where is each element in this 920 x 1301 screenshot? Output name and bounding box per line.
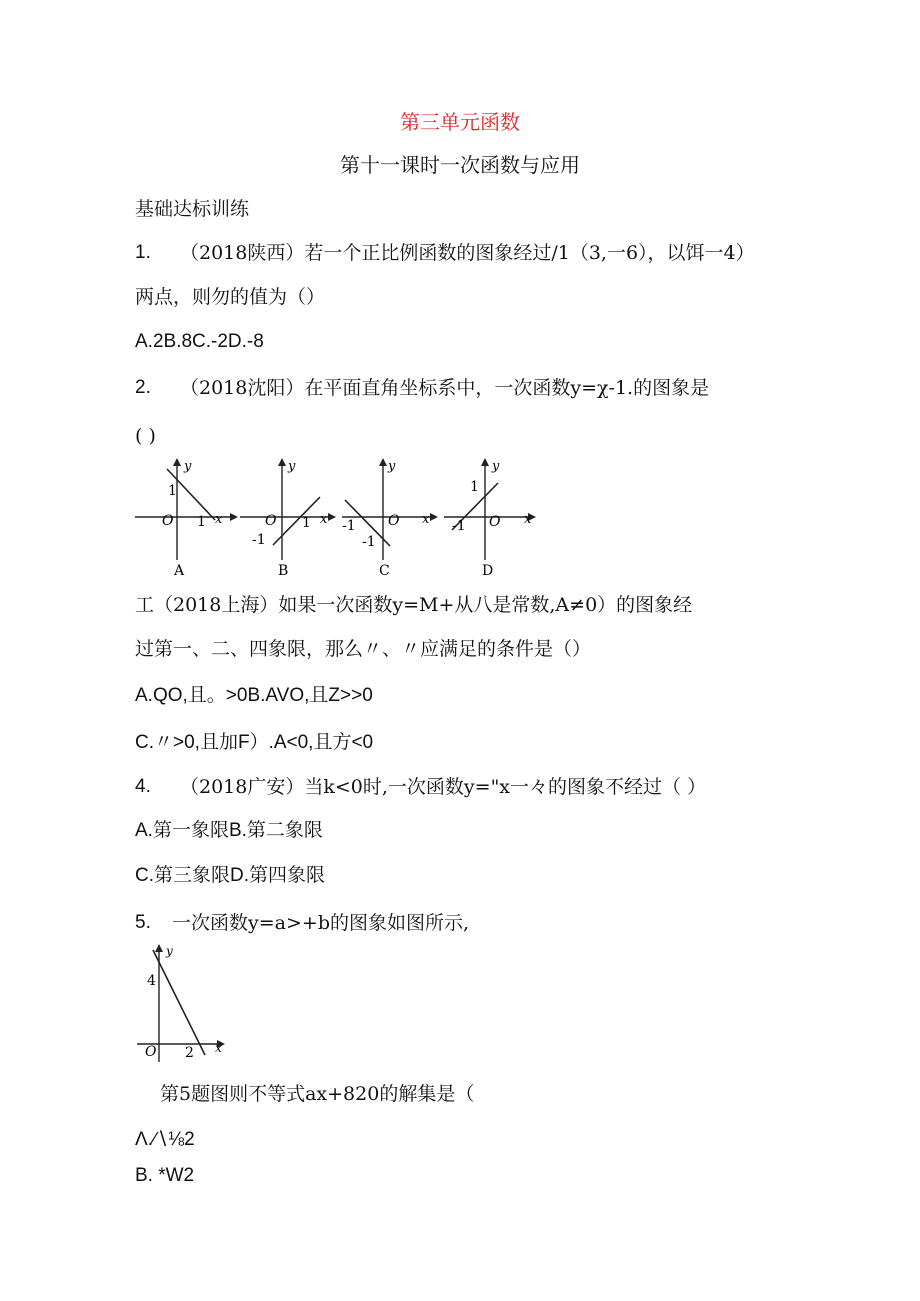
q1-text-line2: 两点，则勿的值为（） [135, 286, 326, 308]
graph-d-x-label: x [524, 512, 532, 527]
graph-a-y-label: y [184, 459, 192, 474]
q2-number: 2. [135, 377, 151, 398]
graph-a-y-tick: 1 [168, 483, 177, 499]
graph-c-label: C [379, 563, 390, 579]
q4-text-line1: （2018广安）当k<0时,一次函数y="x一々的图象不经过（ ） [180, 776, 707, 798]
q5-number: 5. [135, 912, 151, 933]
q3-text-line1: 工（2018上海）如果一次函数y=M+从八是常数,A≠0）的图象经 [135, 594, 693, 616]
graph-b-x-label: x [320, 512, 328, 527]
q2-answer-paren: ( ) [135, 425, 156, 447]
graph-b-x-tick: 1 [302, 515, 311, 531]
q5-option-b: B. *W2 [135, 1165, 195, 1186]
q4-number: 4. [135, 776, 151, 797]
q5-option-a: Λ.∕∖⅛2 [135, 1129, 195, 1150]
graph-a-x-label: x [215, 512, 223, 527]
q5-graph-y-tick: 4 [147, 973, 156, 989]
q4-options-ab: A.第一象限B.第二象限 [135, 820, 323, 841]
graph-d-x-tick: -1 [452, 518, 466, 534]
graph-c-x-tick: -1 [342, 518, 356, 534]
q5-graph [135, 940, 230, 1065]
q5-graph-x-label: x [215, 1041, 222, 1055]
q5-text-line1: 一次函数y=a>+b的图象如图所示, [172, 912, 470, 934]
unit-title: 第三单元函数 [400, 110, 520, 134]
q3-options-ab: A.QO,且。>0B.AVO,且Z>>0 [135, 685, 373, 706]
graph-d-label: D [482, 563, 494, 579]
section-heading: 基础达标训练 [135, 198, 250, 220]
graph-b-label: B [278, 563, 289, 579]
graph-a-label: A [174, 563, 185, 579]
q2-graph-b [240, 458, 336, 579]
graph-b-origin: O [265, 513, 277, 529]
graph-c-y-tick: -1 [362, 534, 376, 550]
graph-c-y-label: y [388, 459, 396, 474]
q2-graph-c [342, 458, 438, 579]
graph-c-origin: O [388, 513, 400, 529]
lesson-title: 第十一课时一次函数与应用 [340, 153, 580, 177]
graph-c-x-label: x [422, 512, 430, 527]
q5-graph-y-label: y [166, 944, 173, 958]
q2-graph-a [135, 458, 238, 579]
q2-graph-d [444, 458, 536, 579]
q1-number: 1. [135, 242, 151, 263]
graph-b-y-label: y [288, 459, 296, 474]
q5-graph-x-tick: 2 [185, 1045, 194, 1061]
q2-text-line1: （2018沈阳）在平面直角坐标系中，一次函数y=χ-1.的图象是 [180, 377, 710, 399]
graph-d-y-tick: 1 [470, 479, 479, 495]
q3-text-line2: 过第一、二、四象限，那么〃、〃应满足的条件是（） [135, 638, 592, 660]
q1-text-line1: （2018陕西）若一个正比例函数的图象经过/1（3,一6），以饵一4） [180, 242, 755, 264]
graph-d-origin: O [489, 514, 501, 530]
q3-options-cd: C.〃>0,且加F）.A<0,且方<0 [135, 732, 374, 753]
q4-options-cd: C.第三象限D.第四象限 [135, 865, 326, 886]
graph-b-y-tick: -1 [252, 532, 266, 548]
q2-graphs [130, 450, 540, 585]
q5-caption: 第5题图则不等式ax+820的解集是（ [160, 1083, 475, 1105]
q1-options: A.2B.8C.-2D.-8 [135, 331, 264, 352]
q5-graph-origin: O [145, 1044, 157, 1060]
graph-a-origin: O [162, 513, 174, 529]
graph-d-y-label: y [492, 459, 500, 474]
graph-a-x-tick: 1 [197, 514, 206, 530]
